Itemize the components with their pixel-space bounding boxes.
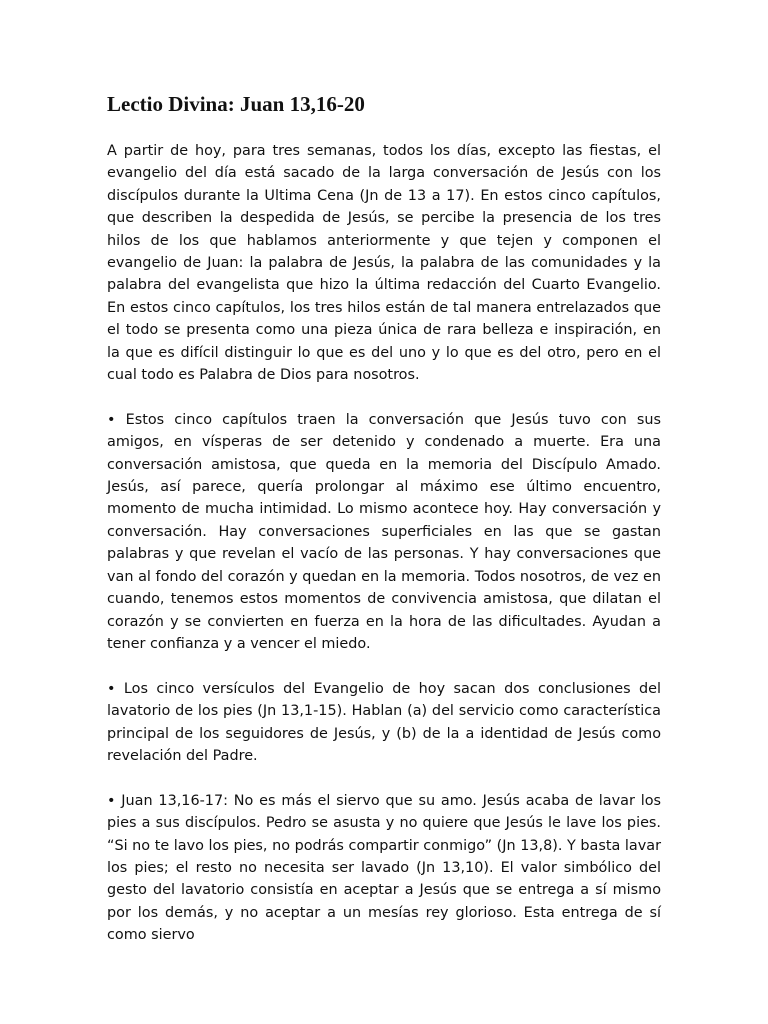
document-body xyxy=(107,140,661,947)
paragraph-juan-13-16-17: • Juan 13,16-17: No es más el siervo que su amo. Jesús acaba de lavar los pies a sus discípulos. Pedro se asusta y no quiere que Jesús le lave los pies. “Si no te lavo los pies, no podrás compartir conmigo” (Jn 13,8). Y basta lavar los pies; el resto no necesita ser lavado (Jn 13,10). El valor simbólico del gesto del lavatorio consistía en aceptar a Jesús que se entrega a sí mismo por los demás, y no aceptar a un mesías rey glorioso. Esta entrega de sí como siervo xyxy=(107,792,661,944)
paragraph-conversation: • Estos cinco capítulos traen la conversación que Jesús tuvo con sus amigos, en vísperas de ser detenido y condenado a muerte. Era una conversación amistosa, que queda en la memoria del Discípulo Amado. Jesús, así parece, quería prolongar al máximo ese último encuentro, momento de mucha intimidad. Lo mismo acontece hoy. Hay conversación y conversación. Hay conversaciones superficiales en las que se gastan palabras y que revelan el vacío de las personas. Y hay conversaciones que van al fondo del corazón y quedan en la memoria. Todos nosotros, de vez en cuando, tenemos estos momentos de convivencia amistosa, que dilatan el corazón y se convierten en fuerza en la hora de las dificultades. Ayudan a tener confianza y a vencer el miedo. xyxy=(107,411,661,652)
page-title: Lectio Divina: Juan 13,16-20 xyxy=(107,92,365,116)
paragraph-intro: A partir de hoy, para tres semanas, todos los días, excepto las fiestas, el evangelio del día está sacado de la larga conversación de Jesús con los discípulos durante la Ultima Cena (Jn de 13 a 17). En estos cinco capítulos, que describen la despedida de Jesús, se percibe la presencia de los tres hilos de los que hablamos anteriormente y que tejen y componen el evangelio de Juan: la palabra de Jesús, la palabra de las comunidades y la palabra del evangelista que hizo la última redacción del Cuarto Evangelio. En estos cinco capítulos, los tres hilos están de tal manera entrelazados que el todo se presenta como una pieza única de rara belleza e inspiración, en la que es difícil distinguir lo que es del uno y lo que es del otro, pero en el cual todo es Palabra de Dios para nosotros. xyxy=(107,143,661,384)
paragraph-conclusions: • Los cinco versículos del Evangelio de hoy sacan dos conclusiones del lavatorio de los pies (Jn 13,1-15). Hablan (a) del servicio como característica principal de los seguidores de Jesús, y (b) de la a identidad de Jesús como revelación del Padre. xyxy=(107,680,661,764)
